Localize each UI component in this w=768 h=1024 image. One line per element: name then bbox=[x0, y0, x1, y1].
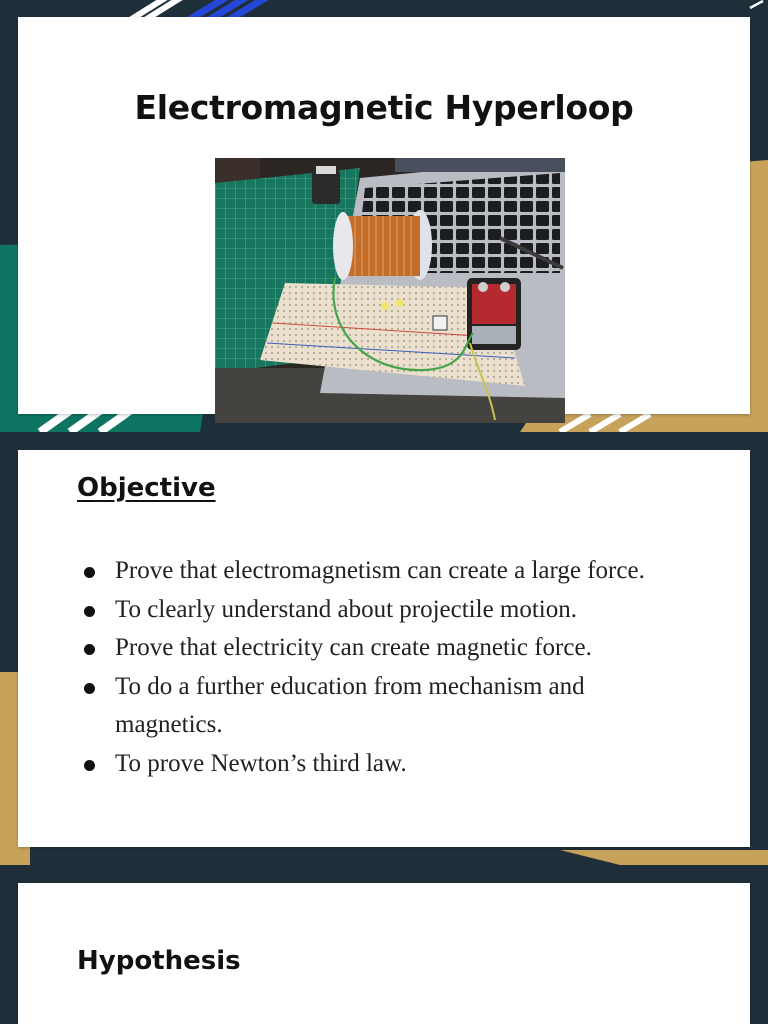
list-item bbox=[78, 552, 678, 591]
list-item-text: To prove Newton’s third law. bbox=[115, 749, 407, 777]
list-item-text: Prove that electricity can create magnetic force. bbox=[115, 634, 592, 661]
bullet-icon bbox=[84, 567, 95, 578]
list-item bbox=[78, 591, 678, 630]
list-item bbox=[78, 629, 678, 668]
list-item bbox=[78, 668, 678, 745]
hypothesis-heading: Hypothesis bbox=[77, 946, 241, 976]
list-item-text: Prove that electromagnetism can create a large force. bbox=[115, 557, 645, 584]
bullet-icon bbox=[84, 606, 95, 617]
list-item-text: To do a further education from mechanism and magnetics. bbox=[115, 672, 585, 738]
bullet-icon bbox=[84, 760, 95, 771]
objective-heading: Objective bbox=[77, 473, 216, 503]
list-item bbox=[78, 745, 678, 784]
list-item-text: To clearly understand about projectile motion. bbox=[115, 595, 577, 623]
slide-1-title: Electromagnetic Hyperloop bbox=[134, 88, 634, 127]
circuit-photo bbox=[215, 158, 565, 423]
bullet-icon bbox=[84, 683, 95, 694]
bullet-icon bbox=[84, 644, 95, 655]
slide-3 bbox=[0, 865, 768, 1024]
objective-list bbox=[78, 552, 678, 783]
slide-1 bbox=[0, 0, 768, 432]
